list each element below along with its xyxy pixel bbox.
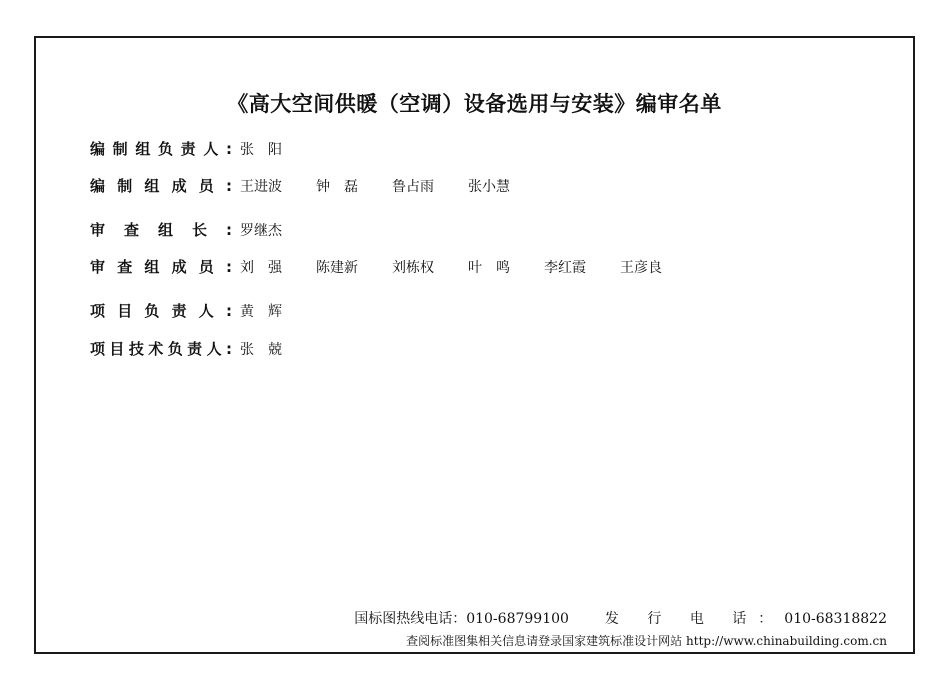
person-name: 陈建新 <box>316 260 358 276</box>
role-row-reviewers <box>90 256 696 277</box>
name-list <box>240 257 696 277</box>
person-name: 罗继杰 <box>240 223 282 239</box>
name-list <box>240 220 316 240</box>
role-label: 项目技术负责人: <box>90 340 232 358</box>
name-list <box>240 139 316 159</box>
person-name: 李红霞 <box>544 260 586 276</box>
role-row-project-lead <box>90 300 316 321</box>
person-name: 王进波 <box>240 179 282 195</box>
person-name: 张 阳 <box>240 142 282 158</box>
hotline-label: 国标图热线电话： <box>354 611 467 627</box>
role-label: 编制组成员: <box>90 177 232 195</box>
page-title: 《高大空间供暖（空调）设备选用与安装》编审名单 <box>227 92 722 116</box>
person-name: 鲁占雨 <box>392 179 434 195</box>
name-list <box>240 339 316 359</box>
role-label: 审查组成员: <box>90 258 232 276</box>
person-name: 张小慧 <box>468 179 510 195</box>
issue-phone-number: 010-68318822 <box>784 611 887 627</box>
role-row-review-head <box>90 219 316 240</box>
person-name: 张 兢 <box>240 342 282 358</box>
page-frame <box>34 36 915 654</box>
name-list <box>240 301 316 321</box>
person-name: 刘栋权 <box>392 260 434 276</box>
name-list <box>240 176 544 196</box>
issue-phone-label: 发 行 电 话： <box>604 611 785 627</box>
hotline-number: 010-68799100 <box>466 611 569 627</box>
footer-phone-line <box>354 608 887 628</box>
person-name: 刘 强 <box>240 260 282 276</box>
person-name: 黄 辉 <box>240 304 282 320</box>
person-name: 王彦良 <box>620 260 662 276</box>
role-row-technical-lead <box>90 338 316 359</box>
role-label: 审查组长: <box>90 221 232 239</box>
role-label: 编制组负责人: <box>90 140 232 158</box>
person-name: 钟 磊 <box>316 179 358 195</box>
website-link[interactable]: http://www.chinabuilding.com.cn <box>686 634 887 648</box>
person-name: 叶 鸣 <box>468 260 510 276</box>
footer-website-line <box>406 632 887 649</box>
website-text: 查阅标准图集相关信息请登录国家建筑标准设计网站 <box>406 634 683 648</box>
role-row-compilers <box>90 175 544 196</box>
role-row-chief-compiler <box>90 138 316 159</box>
role-label: 项目负责人: <box>90 302 232 320</box>
